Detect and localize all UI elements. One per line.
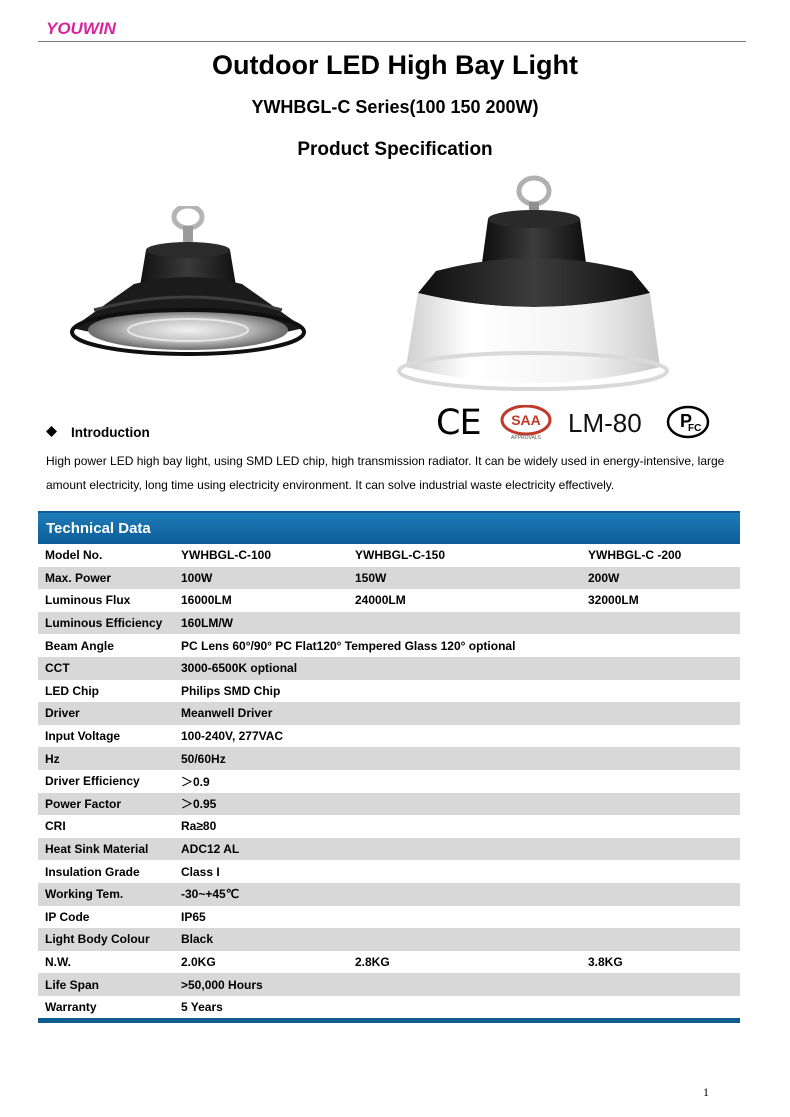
spec-label: CCT <box>38 657 174 680</box>
spec-label: Light Body Colour <box>38 928 174 951</box>
spec-value-1: ＞0.9 <box>181 774 210 789</box>
spec-label: Hz <box>38 747 174 770</box>
spec-value-1: Philips SMD Chip <box>181 683 281 698</box>
page-number: 1 <box>703 1085 709 1099</box>
spec-table <box>38 544 740 1018</box>
spec-value-1: PC Lens 60°/90° PC Flat120° Tempered Glass 120° optional <box>181 638 516 653</box>
spec-row <box>38 928 740 951</box>
spec-label: LED Chip <box>45 683 99 698</box>
spec-row <box>38 657 740 680</box>
spec-label: Life Span <box>38 973 174 996</box>
spec-value-1: IP65 <box>181 909 206 924</box>
spec-label: IP Code <box>45 909 90 924</box>
spec-value-3: 3.8KG <box>588 954 623 969</box>
brand-logo-text: YOUWIN <box>46 19 116 38</box>
pse-fc-text: FC <box>688 423 702 434</box>
spec-value-2: 150W <box>348 567 581 590</box>
spec-value-1: 50/60Hz <box>174 747 740 770</box>
saa-subtext: APPROVALS <box>511 435 541 441</box>
pse-mark-icon <box>666 405 710 439</box>
spec-row <box>38 634 740 657</box>
introduction-heading <box>46 425 150 440</box>
spec-label: Power Factor <box>38 793 174 816</box>
spec-label: Driver Efficiency <box>45 774 140 789</box>
spec-label: CRI <box>45 819 66 834</box>
spec-row <box>38 589 740 612</box>
spec-value-3: 200W <box>581 567 740 590</box>
spec-row <box>38 883 740 906</box>
spec-label: Max. Power <box>38 567 174 590</box>
spec-value-1: 100W <box>174 567 348 590</box>
spec-value-3: 32000LM <box>588 593 639 608</box>
spec-row <box>38 838 740 861</box>
spec-row <box>38 793 740 816</box>
product-image-lens <box>64 206 312 356</box>
spec-label: Luminous Efficiency <box>38 612 174 635</box>
spec-row <box>38 612 740 635</box>
spec-row <box>38 680 740 703</box>
spec-value-1: 100-240V, 277VAC <box>181 729 284 744</box>
spec-row <box>38 815 740 838</box>
technical-data-header: Technical Data <box>38 511 740 544</box>
spec-value-2: 24000LM <box>355 593 406 608</box>
spec-row <box>38 702 740 725</box>
saa-approval-icon <box>500 405 552 441</box>
spec-row <box>38 996 740 1019</box>
spec-value-1: 16000LM <box>181 593 232 608</box>
spec-value-1: Ra≥80 <box>181 819 217 834</box>
spec-label: Beam Angle <box>45 638 114 653</box>
diamond-bullet-icon <box>46 426 57 437</box>
saa-text: SAA <box>511 412 541 428</box>
spec-row <box>38 747 740 770</box>
spec-label: Driver <box>38 702 174 725</box>
header-divider <box>38 41 746 42</box>
spec-row <box>38 544 740 567</box>
spec-value-1: 2.0KG <box>181 954 216 969</box>
spec-value-1: Black <box>174 928 740 951</box>
table-bottom-bar <box>38 1018 740 1023</box>
spec-label: Working Tem. <box>38 883 174 906</box>
spec-label: Model No. <box>45 548 103 563</box>
spec-row <box>38 906 740 929</box>
lm80-mark-icon: LM-80 <box>568 408 642 438</box>
spec-label: Heat Sink Material <box>38 838 174 861</box>
spec-label: Luminous Flux <box>45 593 131 608</box>
spec-label: Insulation Grade <box>45 864 140 879</box>
spec-row <box>38 567 740 590</box>
spec-value-1: 3000-6500K optional <box>174 657 740 680</box>
spec-value-1: ADC12 AL <box>174 838 740 861</box>
spec-value-2: YWHBGL-C-150 <box>355 548 446 563</box>
spec-value-1: ＞0.95 <box>174 793 740 816</box>
technical-data-section <box>38 511 740 1023</box>
spec-row <box>38 770 740 793</box>
series-title: YWHBGL-C Series(100 150 200W) <box>251 97 539 117</box>
spec-label: Input Voltage <box>45 729 121 744</box>
spec-value-1: 160LM/W <box>174 612 740 635</box>
spec-row <box>38 951 740 974</box>
spec-value-3: YWHBGL-C -200 <box>588 548 682 563</box>
spec-value-1: YWHBGL-C-100 <box>181 548 272 563</box>
spec-value-1: >50,000 Hours <box>174 973 740 996</box>
spec-row <box>38 973 740 996</box>
page-title: Outdoor LED High Bay Light <box>212 50 578 80</box>
product-image-reflector <box>396 175 674 393</box>
spec-value-1: 5 Years <box>181 1000 223 1015</box>
spec-row <box>38 860 740 883</box>
spec-label: Warranty <box>45 1000 97 1015</box>
introduction-text: High power LED high bay light, using SMD LED chip, high transmission radiator. It can be widely used in energy-intensive, large amount electricity, long time using electricity environment. It can solve industrial waste electricity effectively. <box>46 454 725 492</box>
spec-value-1: Class I <box>181 864 220 879</box>
introduction-heading-text: Introduction <box>71 425 150 440</box>
spec-row <box>38 725 740 748</box>
pse-p-text: P <box>680 411 693 431</box>
spec-value-1: Meanwell Driver <box>174 702 740 725</box>
ce-mark-icon: CE <box>436 403 481 443</box>
spec-value-1: -30~+45℃ <box>174 883 740 906</box>
spec-value-2: 2.8KG <box>355 954 390 969</box>
section-title: Product Specification <box>297 139 493 160</box>
spec-label: N.W. <box>45 954 71 969</box>
